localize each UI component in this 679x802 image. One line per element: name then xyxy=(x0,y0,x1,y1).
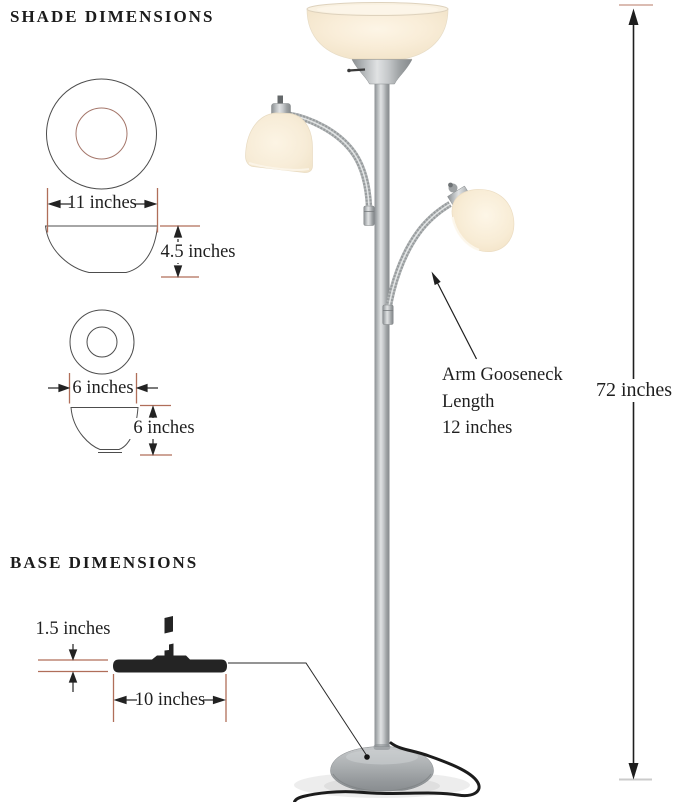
right-arrow-icon xyxy=(134,201,156,208)
small-shade-height-label: 6 inches xyxy=(129,418,198,439)
down-arrow-icon xyxy=(629,763,639,780)
small-shade-diameter-label: 6 inches xyxy=(72,378,134,398)
base-silhouette xyxy=(113,616,227,673)
lamp-right-gooseneck-arm xyxy=(388,183,514,312)
thickness-arrows-icon xyxy=(70,644,77,692)
leader-dot xyxy=(364,754,370,760)
base-width-label: 10 inches xyxy=(134,690,206,710)
large-shade-top-view-outer-ring xyxy=(47,79,157,189)
left-shade-finial xyxy=(278,96,284,105)
large-shade-top-view-inner-ring xyxy=(76,108,127,159)
large-shade-diagram xyxy=(46,79,158,273)
right-shade xyxy=(452,189,514,251)
lamp-left-gooseneck-arm xyxy=(246,96,370,207)
arrowhead-icon xyxy=(432,272,441,286)
overall-height-label: 72 inches xyxy=(592,379,676,402)
gooseneck-note xyxy=(442,362,563,442)
small-shade-top-view-inner-ring xyxy=(87,327,117,357)
large-shade-side-view xyxy=(46,226,158,273)
gooseneck-pointer-arrow xyxy=(432,272,477,360)
small-shade-top-view-outer-ring xyxy=(70,310,134,374)
large-shade-height-label: 4.5 inches xyxy=(156,242,239,263)
small-shade-side-view xyxy=(71,408,138,450)
lamp-pole xyxy=(375,84,390,757)
lamp-base xyxy=(294,743,479,802)
left-shade xyxy=(246,113,313,173)
gooseneck-note-line-2: Length xyxy=(442,391,495,412)
up-arrow-icon xyxy=(629,9,639,26)
gooseneck-note-line-1: Arm Gooseneck xyxy=(442,365,563,385)
gooseneck-note-line-3: 12 inches xyxy=(442,418,513,438)
base-dimensions-heading: BASE DIMENSIONS xyxy=(10,553,199,572)
shade-dimensions-heading: SHADE DIMENSIONS xyxy=(10,7,215,26)
lamp-top-shade xyxy=(307,3,448,85)
base-leader-line xyxy=(228,663,370,760)
base-thickness-label: 1.5 inches xyxy=(35,619,111,639)
large-shade-diameter-label: 11 inches xyxy=(67,193,137,213)
